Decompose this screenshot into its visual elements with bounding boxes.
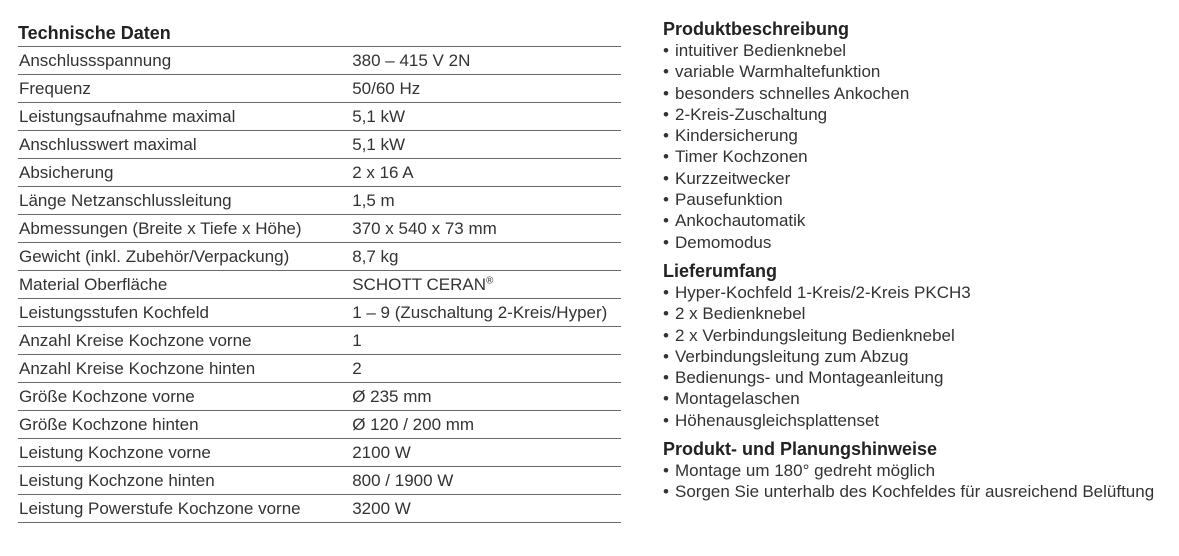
list-item bbox=[663, 232, 1173, 253]
list-item-text: Ankochautomatik bbox=[675, 211, 806, 231]
table-row bbox=[18, 439, 621, 467]
list-item bbox=[663, 282, 1173, 303]
table-row bbox=[18, 383, 621, 411]
bullet-icon: • bbox=[663, 232, 669, 252]
spec-label: Leistung Powerstufe Kochzone vorne bbox=[18, 495, 352, 523]
list-item-text: Timer Kochzonen bbox=[675, 147, 808, 167]
list-item-text: Bedienungs- und Montageanleitung bbox=[675, 368, 944, 388]
bullet-icon: • bbox=[663, 168, 669, 188]
scope-of-delivery-section bbox=[663, 260, 1173, 431]
table-row bbox=[18, 103, 621, 131]
list-item-text: variable Warmhaltefunktion bbox=[675, 62, 881, 82]
table-row bbox=[18, 187, 621, 215]
bullet-icon: • bbox=[663, 83, 669, 103]
spec-value: 370 x 540 x 73 mm bbox=[352, 215, 621, 243]
spec-value-text: SCHOTT CERAN bbox=[352, 275, 487, 294]
planning-notes-list bbox=[663, 460, 1173, 503]
description-column bbox=[663, 18, 1173, 510]
spec-label: Leistung Kochzone vorne bbox=[18, 439, 352, 467]
spec-value: 800 / 1900 W bbox=[352, 467, 621, 495]
scope-of-delivery-list bbox=[663, 282, 1173, 431]
spec-label: Anschlussspannung bbox=[18, 47, 352, 75]
list-item-text: Sorgen Sie unterhalb des Kochfeldes für ausreichend Belüftung bbox=[675, 482, 1155, 502]
bullet-icon: • bbox=[663, 410, 669, 430]
bullet-icon: • bbox=[663, 104, 669, 124]
list-item-text: Montagelaschen bbox=[675, 389, 800, 409]
spec-label: Leistungsstufen Kochfeld bbox=[18, 299, 352, 327]
table-row bbox=[18, 495, 621, 523]
bullet-icon: • bbox=[663, 282, 669, 302]
table-row bbox=[18, 467, 621, 495]
spec-value: 1 bbox=[352, 327, 621, 355]
list-item bbox=[663, 210, 1173, 231]
planning-notes-title: Produkt- und Planungshinweise bbox=[663, 439, 938, 460]
bullet-icon: • bbox=[663, 346, 669, 366]
spec-label: Absicherung bbox=[18, 159, 352, 187]
spec-label: Größe Kochzone vorne bbox=[18, 383, 352, 411]
list-item bbox=[663, 303, 1173, 324]
list-item-text: besonders schnelles Ankochen bbox=[675, 83, 910, 103]
list-item bbox=[663, 61, 1173, 82]
bullet-icon: • bbox=[663, 126, 669, 146]
planning-notes-section bbox=[663, 438, 1173, 503]
table-row bbox=[18, 75, 621, 103]
table-row bbox=[18, 271, 621, 299]
spec-value: 8,7 kg bbox=[352, 243, 621, 271]
list-item-text: Verbindungsleitung zum Abzug bbox=[675, 346, 909, 366]
list-item bbox=[663, 346, 1173, 367]
bullet-icon: • bbox=[663, 368, 669, 388]
spec-value: 2 x 16 A bbox=[352, 159, 621, 187]
list-item-text: Hyper-Kochfeld 1-Kreis/2-Kreis PKCH3 bbox=[675, 282, 971, 302]
list-item-text: 2 x Bedienknebel bbox=[675, 304, 806, 324]
spec-label: Gewicht (inkl. Zubehör/Verpackung) bbox=[18, 243, 352, 271]
table-row bbox=[18, 47, 621, 75]
list-item-text: Höhenausgleichsplattenset bbox=[675, 410, 880, 430]
spec-value: 380 – 415 V 2N bbox=[352, 47, 621, 75]
technical-data-section bbox=[18, 22, 621, 523]
spec-label: Leistung Kochzone hinten bbox=[18, 467, 352, 495]
spec-value: 1 – 9 (Zuschaltung 2-Kreis/Hyper) bbox=[352, 299, 621, 327]
list-item bbox=[663, 325, 1173, 346]
list-item bbox=[663, 146, 1173, 167]
product-description-list bbox=[663, 40, 1173, 253]
list-item-text: Kindersicherung bbox=[675, 126, 798, 146]
technical-data-title: Technische Daten bbox=[18, 22, 621, 47]
bullet-icon: • bbox=[663, 389, 669, 409]
list-item bbox=[663, 168, 1173, 189]
bullet-icon: • bbox=[663, 482, 669, 502]
table-row bbox=[18, 355, 621, 383]
spec-label: Anzahl Kreise Kochzone vorne bbox=[18, 327, 352, 355]
list-item bbox=[663, 367, 1173, 388]
bullet-icon: • bbox=[663, 211, 669, 231]
spec-label: Anzahl Kreise Kochzone hinten bbox=[18, 355, 352, 383]
bullet-icon: • bbox=[663, 190, 669, 210]
spec-value: 5,1 kW bbox=[352, 131, 621, 159]
list-item bbox=[663, 83, 1173, 104]
bullet-icon: • bbox=[663, 147, 669, 167]
spec-label: Größe Kochzone hinten bbox=[18, 411, 352, 439]
spec-label: Anschlusswert maximal bbox=[18, 131, 352, 159]
spec-label: Länge Netzanschlussleitung bbox=[18, 187, 352, 215]
list-item-text: intuitiver Bedienknebel bbox=[675, 41, 847, 60]
scope-of-delivery-title: Lieferumfang bbox=[663, 260, 778, 281]
table-row bbox=[18, 215, 621, 243]
list-item-text: 2 x Verbindungsleitung Bedienknebel bbox=[675, 325, 955, 345]
table-row bbox=[18, 299, 621, 327]
list-item bbox=[663, 40, 1173, 61]
list-item bbox=[663, 189, 1173, 210]
bullet-icon: • bbox=[663, 461, 669, 481]
registered-mark: ® bbox=[486, 275, 494, 287]
table-row bbox=[18, 159, 621, 187]
product-description-section bbox=[663, 18, 1173, 253]
spec-value: 3200 W bbox=[352, 495, 621, 523]
list-item bbox=[663, 410, 1173, 431]
table-row bbox=[18, 327, 621, 355]
spec-value: Ø 120 / 200 mm bbox=[352, 411, 621, 439]
bullet-icon: • bbox=[663, 41, 669, 60]
list-item-text: Demomodus bbox=[675, 232, 772, 252]
spec-value: 50/60 Hz bbox=[352, 75, 621, 103]
spec-value: 2100 W bbox=[352, 439, 621, 467]
bullet-icon: • bbox=[663, 62, 669, 82]
list-item-text: Montage um 180° gedreht möglich bbox=[675, 461, 936, 481]
list-item bbox=[663, 104, 1173, 125]
product-description-title: Produktbeschreibung bbox=[663, 19, 850, 39]
spec-value: 2 bbox=[352, 355, 621, 383]
list-item bbox=[663, 388, 1173, 409]
list-item bbox=[663, 481, 1173, 502]
spec-label: Material Oberfläche bbox=[18, 271, 352, 299]
list-item bbox=[663, 460, 1173, 481]
spec-value: Ø 235 mm bbox=[352, 383, 621, 411]
list-item-text: Kurzzeitwecker bbox=[675, 168, 791, 188]
bullet-icon: • bbox=[663, 304, 669, 324]
spec-label: Abmessungen (Breite x Tiefe x Höhe) bbox=[18, 215, 352, 243]
spec-label: Frequenz bbox=[18, 75, 352, 103]
spec-value bbox=[352, 271, 621, 299]
spec-value: 1,5 m bbox=[352, 187, 621, 215]
table-row bbox=[18, 411, 621, 439]
list-item-text: 2-Kreis-Zuschaltung bbox=[675, 104, 828, 124]
table-row bbox=[18, 243, 621, 271]
list-item bbox=[663, 125, 1173, 146]
spec-label: Leistungsaufnahme maximal bbox=[18, 103, 352, 131]
list-item-text: Pausefunktion bbox=[675, 190, 783, 210]
bullet-icon: • bbox=[663, 325, 669, 345]
technical-data-table bbox=[18, 47, 621, 523]
table-row bbox=[18, 131, 621, 159]
spec-value: 5,1 kW bbox=[352, 103, 621, 131]
